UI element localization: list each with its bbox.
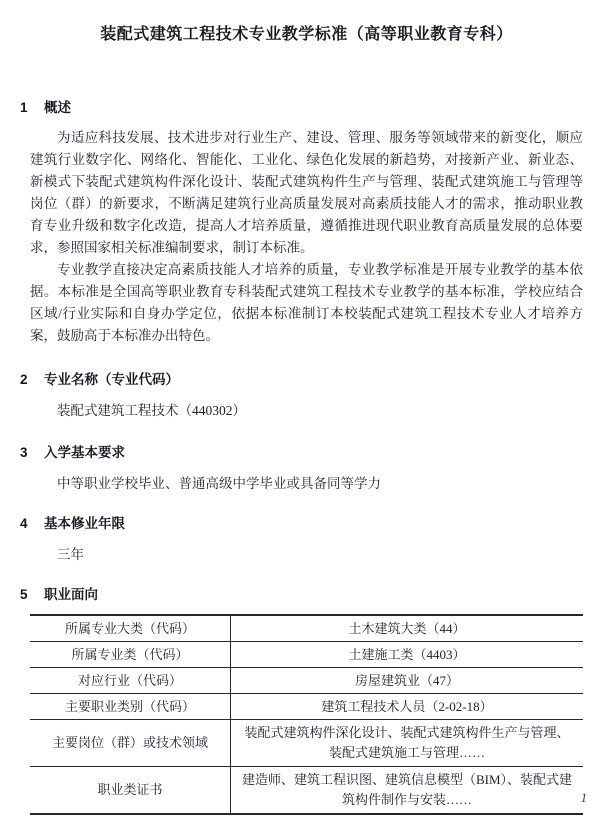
section-title: 入学基本要求 <box>44 445 125 460</box>
row-value: 房屋建筑业（47） <box>231 668 584 694</box>
section-number: 5 <box>20 587 28 602</box>
row-value: 土建施工类（4403） <box>231 642 584 668</box>
row-value: 建筑工程技术人员（2-02-18） <box>231 694 584 720</box>
major-name-value: 装配式建筑工程技术（440302） <box>57 403 246 418</box>
section-heading-career-orientation <box>20 583 583 603</box>
section-number: 2 <box>20 372 28 387</box>
section-heading-overview <box>20 96 583 116</box>
study-duration-value: 三年 <box>57 547 84 562</box>
overview-paragraph-1: 为适应科技发展、技术进步对行业生产、建设、管理、服务等领域带来的新变化，顺应建筑行业数字化、网络化、智能化、工业化、绿色化发展的新趋势，对接新产业、新业态、新模式下装配式建筑构件深化设计、装配式建筑构件生产与管理、装配式建筑施工与管理等岗位（群）的新要求，不断满足建筑行业高质量发展对高素质技能人才的需求，推动职业教育专业升级和数字化改造，提高人才培养质量，遵循推进现代职业教育高质量发展的总体要求，参照国家相关标准编制要求，制订本标准。 <box>30 130 583 255</box>
section-title: 职业面向 <box>44 587 98 602</box>
table-row <box>30 767 583 815</box>
row-label: 主要岗位（群）或技术领域 <box>30 720 231 767</box>
section-number: 1 <box>20 100 28 115</box>
section-number: 4 <box>20 516 28 531</box>
row-label: 主要职业类别（代码） <box>30 694 231 720</box>
row-label: 对应行业（代码） <box>30 668 231 694</box>
section-title: 专业名称（专业代码） <box>44 372 179 387</box>
entry-requirements-value: 中等职业学校毕业、普通高级中学毕业或具备同等学力 <box>57 476 381 491</box>
row-value: 装配式建筑构件深化设计、装配式建筑构件生产与管理、装配式建筑施工与管理…… <box>231 720 584 767</box>
row-value: 建造师、建筑工程识图、建筑信息模型（BIM）、装配式建筑构件制作与安装…… <box>231 767 584 815</box>
section-title: 基本修业年限 <box>44 516 125 531</box>
section-title: 概述 <box>44 100 71 115</box>
table-row <box>30 642 583 668</box>
document-title: 装配式建筑工程技术专业教学标准（高等职业教育专科） <box>100 26 513 43</box>
overview-paragraph-2: 专业教学直接决定高素质技能人才培养的质量，专业教学标准是开展专业教学的基本依据。本标准是全国高等职业教育专科装配式建筑工程技术专业教学的基本标准，学校应结合区域/行业实际和自身办学定位，依据本标准制订本校装配式建筑工程技术专业人才培养方案，鼓励高于本标准办出特色。 <box>30 262 583 343</box>
career-orientation-table <box>30 614 583 815</box>
row-label: 所属专业类（代码） <box>30 642 231 668</box>
table-row <box>30 615 583 642</box>
section-heading-study-duration <box>20 512 583 532</box>
table-row <box>30 720 583 767</box>
table-row <box>30 694 583 720</box>
section-heading-entry-requirements <box>20 441 583 461</box>
page-number: 1 <box>580 791 587 805</box>
row-value: 土木建筑大类（44） <box>348 620 466 636</box>
section-heading-major-name <box>20 368 583 388</box>
table-row <box>30 668 583 694</box>
row-label: 职业类证书 <box>30 767 231 815</box>
section-number: 3 <box>20 445 28 460</box>
row-label: 所属专业大类（代码） <box>30 615 231 642</box>
